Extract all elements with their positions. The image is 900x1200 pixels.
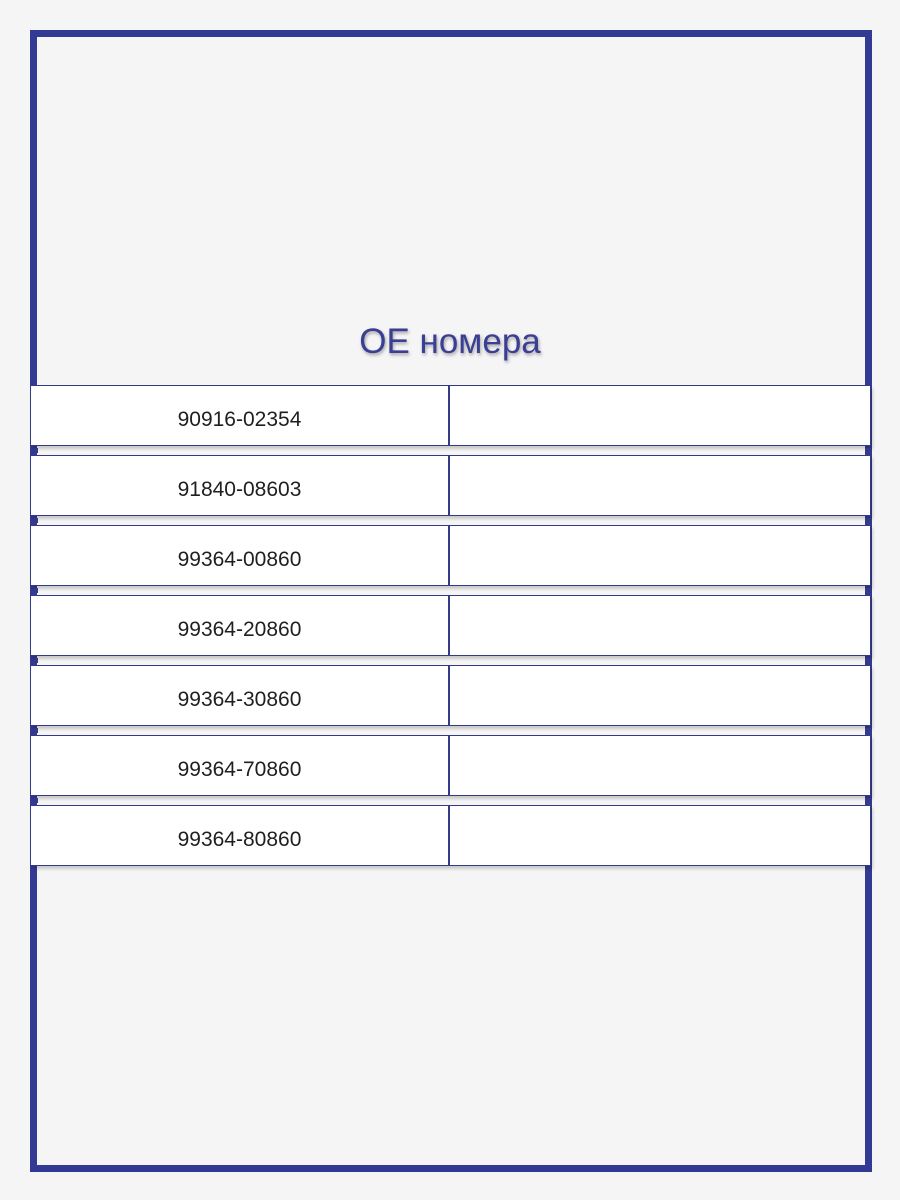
table-row <box>30 665 871 726</box>
empty-cell <box>450 596 870 655</box>
table-row <box>30 455 871 516</box>
table-row <box>30 385 871 446</box>
table-row <box>30 595 871 656</box>
oe-number-cell: 99364-70860 <box>31 736 450 795</box>
oe-number-cell: 99364-30860 <box>31 666 450 725</box>
page-title: OE номера <box>359 322 541 361</box>
oe-number-cell: 91840-08603 <box>31 456 450 515</box>
table-row <box>30 525 871 586</box>
empty-cell <box>450 526 870 585</box>
table-row <box>30 735 871 796</box>
empty-cell <box>450 386 870 445</box>
empty-cell <box>450 736 870 795</box>
oe-number-cell: 99364-20860 <box>31 596 450 655</box>
oe-number-cell: 99364-80860 <box>31 806 450 865</box>
oe-number-cell: 99364-00860 <box>31 526 450 585</box>
oe-number-cell: 90916-02354 <box>31 386 450 445</box>
empty-cell <box>450 456 870 515</box>
table-row <box>30 805 871 866</box>
oe-numbers-table <box>30 385 871 875</box>
empty-cell <box>450 666 870 725</box>
empty-cell <box>450 806 870 865</box>
